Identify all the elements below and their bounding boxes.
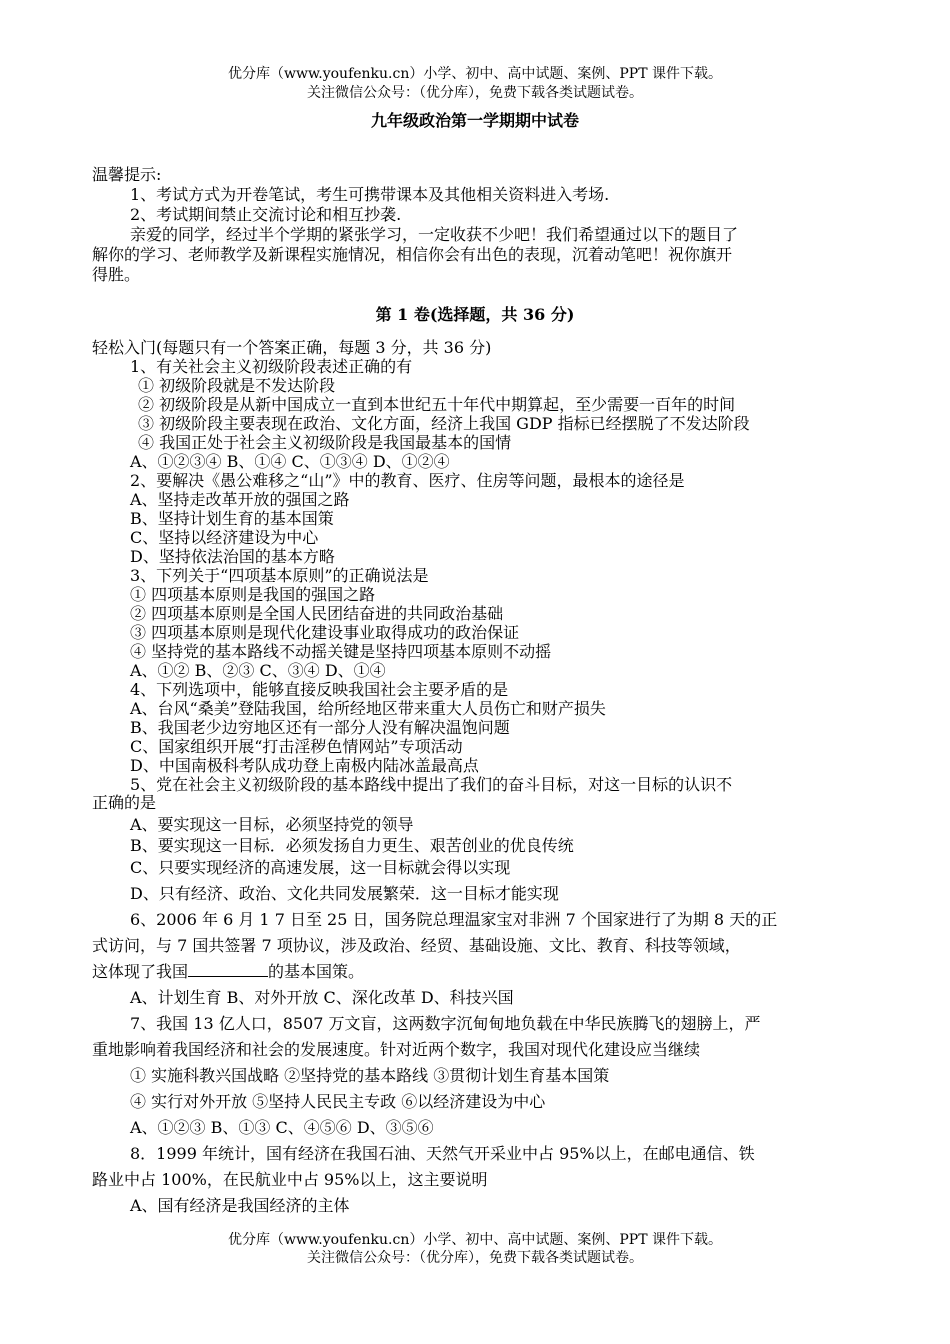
q7-stem-line-2: 重地影响着我国经济和社会的发展速度。针对近两个数字，我国对现代化建设应当继续 — [92, 1040, 701, 1059]
footer-line-1: 优分库（www.youfenku.cn）小学、初中、高中试题、案例、PPT 课件下载。 — [227, 1232, 722, 1248]
q6-stem-line-2: 式访问，与 7 国共签署 7 项协议，涉及政治、经贸、基础设施、文比、教育、科技等领域， — [92, 936, 741, 955]
q7-options-line-1: ① 实施科教兴国战略 ②坚持党的基本路线 ③贯彻计划生育基本国策 — [130, 1066, 610, 1085]
q7-options-line-2: ④ 实行对外开放 ⑤坚持人民民主专政 ⑥以经济建设为中心 — [130, 1092, 546, 1111]
q7-answers: A、①②③ B、①③ C、④⑤⑥ D、③⑤⑥ — [130, 1118, 434, 1137]
tips-item-2: 2、考试期间禁止交流讨论和相互抄袭. — [130, 205, 402, 224]
q1-option-2: ② 初级阶段是从新中国成立一直到本世纪五十年代中期算起，至少需要一百年的时间 — [138, 395, 736, 414]
section-instructions: 轻松入门(每题只有一个答案正确，每题 3 分，共 36 分) — [92, 338, 492, 357]
q3-option-1: ① 四项基本原则是我国的强国之路 — [130, 585, 376, 604]
q5-choice-d: D、只有经济、政治、文化共同发展繁荣．这一目标才能实现 — [130, 884, 559, 903]
q2-choice-b: B、坚持计划生育的基本国策 — [130, 509, 334, 528]
q3-option-4: ④ 坚持党的基本路线不动摇关键是坚持四项基本原则不动摇 — [130, 642, 552, 661]
q5-stem-line-1: 5、党在社会主义初级阶段的基本路线中提出了我们的奋斗目标，对这一目标的认识不 — [130, 775, 733, 794]
q3-option-2: ② 四项基本原则是全国人民团结奋进的共同政治基础 — [130, 604, 504, 623]
q2-stem: 2、要解决《愚公难移之“山”》中的教育、医疗、住房等问题，最根本的途径是 — [130, 471, 685, 490]
q5-choice-c: C、只要实现经济的高速发展，这一目标就会得以实现 — [130, 858, 511, 877]
q6-stem-line-3-start: 这体现了我国 — [92, 962, 189, 981]
answer-blank[interactable] — [188, 962, 268, 977]
q6-stem-line-1: 6、2006 年 6 月 1 7 日至 25 日，国务院总理温家宝对非洲 7 个国家进行了为期 8 天的正 — [130, 910, 778, 929]
header-line-2: 关注微信公众号：（优分库），免费下载各类试题试卷。 — [307, 85, 643, 101]
q4-choice-d: D、中国南极科考队成功登上南极内陆冰盖最高点 — [130, 756, 479, 775]
tips-item-1: 1、考试方式为开卷笔试，考生可携带课本及其他相关资料进入考场. — [130, 185, 610, 204]
q3-stem: 3、下列关于“四项基本原则”的正确说法是 — [130, 566, 429, 585]
q2-choice-d: D、坚持依法治国的基本方略 — [130, 547, 335, 566]
q5-stem-line-2: 正确的是 — [92, 793, 157, 812]
q8-stem-line-1: 8．1999 年统计，国有经济在我国石油、天然气开采业中占 95%以上，在邮电通信、铁 — [130, 1144, 755, 1163]
q3-answers: A、①② B、②③ C、③④ D、①④ — [130, 661, 386, 680]
tips-intro-line-3: 得胜。 — [92, 265, 141, 284]
q4-choice-c: C、国家组织开展“打击淫秽色情网站”专项活动 — [130, 737, 463, 756]
q2-choice-a: A、坚持走改革开放的强国之路 — [130, 490, 350, 509]
q6-stem-line-3-end: 的基本国策。 — [268, 962, 365, 981]
q1-option-4: ④ 我国正处于社会主义初级阶段是我国最基本的国情 — [138, 433, 512, 452]
q1-answers: A、①②③④ B、①④ C、①③④ D、①②④ — [130, 452, 450, 471]
q5-choice-b: B、要实现这一目标．必须发扬自力更生、艰苦创业的优良传统 — [130, 836, 574, 855]
q8-choice-a: A、国有经济是我国经济的主体 — [130, 1196, 350, 1215]
q7-stem-line-1: 7、我国 13 亿人口，8507 万文盲，这两数字沉甸甸地负载在中华民族腾飞的翅膀上，严 — [130, 1014, 761, 1033]
q5-choice-a: A、要实现这一目标，必须坚持党的领导 — [130, 815, 414, 834]
tips-heading: 温馨提示: — [92, 165, 162, 184]
section-title: 第 1 卷(选择题，共 36 分) — [375, 305, 575, 324]
q2-choice-c: C、坚持以经济建设为中心 — [130, 528, 319, 547]
header-line-1: 优分库（www.youfenku.cn）小学、初中、高中试题、案例、PPT 课件下载。 — [227, 66, 722, 82]
q1-option-3: ③ 初级阶段主要表现在政治、文化方面，经济上我国 GDP 指标已经摆脱了不发达阶段 — [138, 414, 750, 433]
q4-choice-a: A、台风“桑美”登陆我国，给所经地区带来重大人员伤亡和财产损失 — [130, 699, 606, 718]
tips-intro-line-2: 解你的学习、老师教学及新课程实施情况，相信你会有出色的表现，沉着动笔吧！祝你旗开 — [92, 245, 733, 264]
tips-intro-line-1: 亲爱的同学，经过半个学期的紧张学习，一定收获不少吧！我们希望通过以下的题目了 — [130, 225, 739, 244]
q1-stem: 1、有关社会主义初级阶段表述正确的有 — [130, 357, 413, 376]
q3-option-3: ③ 四项基本原则是现代化建设事业取得成功的政治保证 — [130, 623, 520, 642]
footer-line-2: 关注微信公众号：（优分库），免费下载各类试题试卷。 — [307, 1250, 643, 1266]
q6-stem-line-3 — [92, 962, 862, 982]
q6-answers: A、计划生育 B、对外开放 C、深化改革 D、科技兴国 — [130, 988, 514, 1007]
q4-stem: 4、下列选项中，能够直接反映我国社会主要矛盾的是 — [130, 680, 509, 699]
q1-option-1: ① 初级阶段就是不发达阶段 — [138, 376, 336, 395]
page-title: 九年级政治第一学期期中试卷 — [370, 111, 579, 130]
q8-stem-line-2: 路业中占 100%，在民航业中占 95%以上，这主要说明 — [92, 1170, 488, 1189]
q4-choice-b: B、我国老少边穷地区还有一部分人没有解决温饱问题 — [130, 718, 510, 737]
